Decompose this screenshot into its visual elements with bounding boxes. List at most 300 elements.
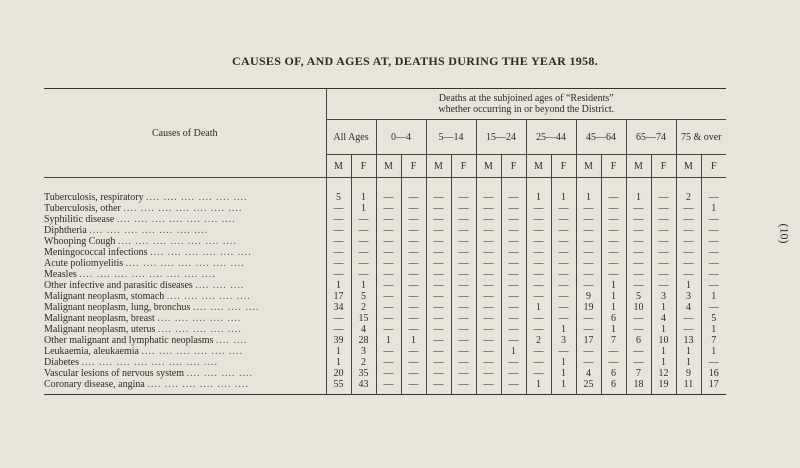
value-cell: 3 [551,335,576,346]
value-cell: — [376,225,401,236]
value-cell: — [376,302,401,313]
value-cell: 1 [551,368,576,379]
value-cell: — [376,236,401,247]
value-cell: — [476,335,501,346]
ages-header [326,89,726,120]
value-cell: — [426,203,451,214]
value-cell: — [376,203,401,214]
value-cell: — [676,269,701,280]
value-cell: 4 [651,313,676,324]
value-cell: — [501,236,526,247]
value-cell: — [451,313,476,324]
value-cell: — [526,269,551,280]
value-cell: — [626,324,651,335]
value-cell: 1 [351,280,376,291]
female-column-header: F [601,155,626,178]
value-cell: — [451,236,476,247]
value-cell: — [551,313,576,324]
dot-leader: .... .... .... .... .... .... .... [123,203,243,214]
value-cell: — [326,269,351,280]
value-cell: — [451,203,476,214]
value-cell: 34 [326,302,351,313]
value-cell: — [551,291,576,302]
value-cell: 1 [526,302,551,313]
value-cell: — [426,225,451,236]
value-cell: — [451,346,476,357]
cause-cell [44,302,326,313]
spacer-cell [526,390,551,395]
dot-leader: .... .... .... .... .... .... [141,346,243,357]
value-cell: 1 [601,302,626,313]
spacer-cell [351,178,376,193]
value-cell: 1 [501,346,526,357]
value-cell: 1 [711,324,717,335]
cause-label: Diabetes [44,357,79,368]
value-cell: — [626,313,651,324]
cause-label: Tuberculosis, respiratory [44,192,144,203]
value-cell: — [601,247,626,258]
dot-leader: .... .... .... .... .... .... .... .... [79,269,216,280]
table-row [44,313,726,324]
value-cell: — [601,192,626,203]
value-cell: 1 [326,280,351,291]
value-cell: 3 [676,291,701,302]
dot-leader: .... .... .... .... .... [166,291,251,302]
spacer-cell [326,390,351,395]
value-cell: — [426,357,451,368]
value-cell: 6 [601,313,626,324]
value-cell: 15 [351,313,376,324]
value-cell: — [401,313,426,324]
page-number: (10) [777,223,792,244]
value-cell: — [501,225,526,236]
value-cell: — [476,346,501,357]
value-cell: — [426,379,451,390]
value-cell: 5 [711,313,717,324]
age-group-header: 45—64 [576,120,626,155]
ages-header-line2: whether occurring in or beyond the District. [438,104,615,115]
value-cell: — [676,313,701,324]
value-cell: — [601,258,626,269]
value-cell: — [601,346,626,357]
value-cell: — [651,258,676,269]
value-cell: — [708,214,719,225]
value-cell: 1 [376,335,401,346]
table-row [44,368,726,379]
female-column-header: F [651,155,676,178]
dot-leader: .... .... .... .... [186,368,253,379]
value-cell: — [676,247,701,258]
table-row [44,280,726,291]
value-cell: — [401,302,426,313]
value-cell: — [551,346,576,357]
value-cell: — [601,357,626,368]
table-row [44,302,726,313]
table-row [44,269,726,280]
value-cell: 1 [601,324,626,335]
value-cell: — [576,324,601,335]
causes-header: Causes of Death [44,89,326,178]
dot-leader: .... .... .... .... .... .... [146,192,248,203]
female-column-header: F [401,155,426,178]
value-cell: — [501,357,526,368]
value-cell: — [376,357,401,368]
value-cell: 1 [326,357,351,368]
cause-cell [44,236,326,247]
cause-label: Leukaemia, aleukaemia [44,346,139,357]
spacer-cell [501,390,526,395]
value-cell: 11 [676,379,701,390]
spacer-cell [576,178,601,193]
value-cell: — [501,324,526,335]
value-cell: 1 [351,203,376,214]
value-cell: — [376,379,401,390]
value-cell: 20 [326,368,351,379]
value-cell: — [576,203,601,214]
spacer-cell [426,390,451,395]
value-cell: — [426,258,451,269]
value-cell: — [451,280,476,291]
spacer-cell [451,390,476,395]
table-row [44,335,726,346]
cause-label: Other malignant and lymphatic neoplasms [44,335,214,346]
value-cell: 10 [651,335,676,346]
value-cell: — [501,313,526,324]
value-cell: — [601,214,626,225]
value-cell: — [426,247,451,258]
value-cell: — [476,203,501,214]
value-cell: — [651,247,676,258]
value-cell: — [426,324,451,335]
value-cell: 7 [601,335,626,346]
cause-label: Other infective and parasitic diseases [44,280,193,291]
value-cell: — [708,357,719,368]
value-cell: 10 [626,302,651,313]
value-cell: — [708,236,719,247]
value-cell: — [501,335,526,346]
age-group-header: 0—4 [376,120,426,155]
cause-cell [44,346,326,357]
value-cell: — [376,346,401,357]
value-cell: 1 [651,346,676,357]
male-column-header: M [676,155,701,178]
value-cell: — [651,236,676,247]
table-row [44,379,726,390]
value-cell: — [401,247,426,258]
value-cell: 5 [626,291,651,302]
value-cell: — [526,346,551,357]
spacer-cell [44,178,326,193]
value-cell: — [451,258,476,269]
value-cell: — [576,225,601,236]
female-column-header: F [501,155,526,178]
cause-cell [44,225,326,236]
table-row [44,324,726,335]
cause-label: Coronary disease, angina [44,379,145,390]
value-cell: — [451,225,476,236]
value-cell: — [551,203,576,214]
value-cell: — [451,291,476,302]
value-cell: — [326,225,351,236]
value-cell: 35 [351,368,376,379]
value-cell: 1 [626,192,651,203]
value-cell: — [626,269,651,280]
value-cell: — [526,236,551,247]
spacer-cell [426,178,451,193]
value-cell: 7 [626,368,651,379]
value-cell: — [376,258,401,269]
age-group-header: 65—74 [626,120,676,155]
value-cell: 1 [551,379,576,390]
spacer-cell [476,390,501,395]
value-cell: — [601,203,626,214]
cause-cell [44,335,326,346]
spacer-cell [701,178,726,193]
spacer-cell [601,178,626,193]
spacer-cell [351,390,376,395]
value-cell: 2 [351,302,376,313]
value-cell: — [326,324,351,335]
male-column-header: M [376,155,401,178]
female-column-header: F [451,155,476,178]
dot-leader: .... .... [215,335,248,346]
value-cell: — [501,192,526,203]
value-cell: — [626,214,651,225]
value-cell: — [426,302,451,313]
dot-leader: .... .... .... .... .... .... [147,379,249,390]
value-cell: — [501,247,526,258]
value-cell: 5 [326,192,351,203]
dot-leader: .... .... .... .... .... .... .... [117,236,237,247]
value-cell: — [576,247,601,258]
value-cell: — [401,203,426,214]
value-cell: — [401,258,426,269]
female-column-header: F [551,155,576,178]
cause-cell [44,269,326,280]
value-cell: 1 [601,280,626,291]
value-cell: — [476,214,501,225]
value-cell: — [526,203,551,214]
spacer-cell [651,390,676,395]
value-cell: — [501,368,526,379]
dot-leader: .... .... .... [195,280,245,291]
dot-leader: .... .... .... .... .... .... .... [125,258,245,269]
spacer-cell [401,178,426,193]
value-cell: — [708,247,719,258]
value-cell: 3 [651,291,676,302]
table-row [44,291,726,302]
dot-leader: .... .... .... .... .... .... .... .... [81,357,218,368]
female-column-header: F [351,155,376,178]
value-cell: — [708,302,719,313]
value-cell: 19 [651,379,676,390]
value-cell: 1 [526,192,551,203]
value-cell: — [401,379,426,390]
value-cell: — [376,269,401,280]
value-cell: 9 [576,291,601,302]
spacer-cell [401,390,426,395]
dot-leader: .... .... .... .... .... [157,313,242,324]
value-cell: — [501,291,526,302]
value-cell: 55 [326,379,351,390]
value-cell: — [551,247,576,258]
value-cell: — [376,324,401,335]
value-cell: 17 [708,379,719,390]
spacer-cell [701,390,726,395]
value-cell: — [426,280,451,291]
value-cell: 19 [576,302,601,313]
value-cell: 1 [651,357,676,368]
value-cell: — [451,302,476,313]
value-cell: 12 [651,368,676,379]
value-cell: — [651,280,676,291]
value-cell: 4 [576,368,601,379]
value-cell: — [626,280,651,291]
value-cell: — [651,269,676,280]
value-cell: — [451,192,476,203]
value-cell: — [451,368,476,379]
value-cell: — [651,203,676,214]
spacer-cell [676,178,701,193]
value-cell: — [476,225,501,236]
value-cell: — [376,280,401,291]
spacer-cell [576,390,601,395]
value-cell: — [576,258,601,269]
value-cell: 6 [601,379,626,390]
cause-cell [44,368,326,379]
cause-cell [44,280,326,291]
value-cell: 13 [676,335,701,346]
value-cell: — [476,258,501,269]
value-cell: — [326,236,351,247]
value-cell: 2 [526,335,551,346]
male-column-header: M [526,155,551,178]
value-cell: — [626,258,651,269]
value-cell: — [601,269,626,280]
value-cell: — [401,291,426,302]
spacer-cell [651,178,676,193]
value-cell: — [451,335,476,346]
value-cell: — [476,368,501,379]
table-row [44,357,726,368]
value-cell: — [526,357,551,368]
age-group-header: 25—44 [526,120,576,155]
spacer-cell [676,390,701,395]
cause-label: Malignant neoplasm, stomach [44,291,165,302]
value-cell: — [708,258,719,269]
value-cell: — [676,225,701,236]
value-cell: — [551,214,576,225]
table-row [44,258,726,269]
cause-label: Malignant neoplasm, breast [44,313,155,324]
value-cell: — [551,302,576,313]
cause-cell [44,324,326,335]
value-cell: 1 [351,192,376,203]
spacer-cell [501,178,526,193]
value-cell: — [708,269,719,280]
spacer-cell [476,178,501,193]
value-cell: — [451,269,476,280]
value-cell: 4 [676,302,701,313]
female-column-header: F [701,155,726,178]
value-cell: — [401,225,426,236]
value-cell: — [476,302,501,313]
table-row [44,236,726,247]
value-cell: — [676,203,701,214]
value-cell: — [476,291,501,302]
spacer-cell [376,390,401,395]
value-cell: — [426,313,451,324]
value-cell: — [351,236,376,247]
table-row [44,346,726,357]
value-cell: — [426,346,451,357]
value-cell: — [708,192,719,203]
value-cell: — [476,379,501,390]
value-cell: — [451,357,476,368]
deaths-table [44,88,726,395]
value-cell: — [501,379,526,390]
male-column-header: M [576,155,601,178]
value-cell: — [676,258,701,269]
value-cell: 1 [711,346,717,357]
value-cell: — [426,192,451,203]
spacer-cell [326,178,351,193]
value-cell: — [551,236,576,247]
value-cell: — [401,324,426,335]
cause-cell [44,291,326,302]
value-cell: — [676,236,701,247]
value-cell: — [626,357,651,368]
value-cell: — [426,368,451,379]
value-cell: — [708,280,719,291]
value-cell: — [501,280,526,291]
value-cell: — [451,214,476,225]
value-cell: — [651,225,676,236]
value-cell: 4 [351,324,376,335]
cause-label: Whooping Cough [44,236,116,247]
cause-cell [44,192,326,203]
spacer-cell [551,390,576,395]
value-cell: 1 [576,192,601,203]
ages-header-line1: Deaths at the subjoined ages of “Residents” [438,93,614,104]
male-column-header: M [326,155,351,178]
value-cell: — [601,225,626,236]
value-cell: 2 [351,357,376,368]
value-cell: 16 [708,368,719,379]
value-cell: — [576,357,601,368]
value-cell: — [476,324,501,335]
value-cell: — [551,258,576,269]
value-cell: — [576,313,601,324]
value-cell: — [401,214,426,225]
male-column-header: M [626,155,651,178]
value-cell: — [576,236,601,247]
value-cell: — [426,269,451,280]
cause-cell [44,203,326,214]
value-cell: 17 [576,335,601,346]
cause-cell [44,313,326,324]
value-cell: — [526,313,551,324]
value-cell: 3 [351,346,376,357]
value-cell: 1 [401,335,426,346]
value-cell: — [376,214,401,225]
value-cell: 9 [676,368,701,379]
value-cell: — [426,335,451,346]
value-cell: — [676,324,701,335]
value-cell: — [526,368,551,379]
value-cell: 1 [676,280,701,291]
value-cell: — [426,291,451,302]
